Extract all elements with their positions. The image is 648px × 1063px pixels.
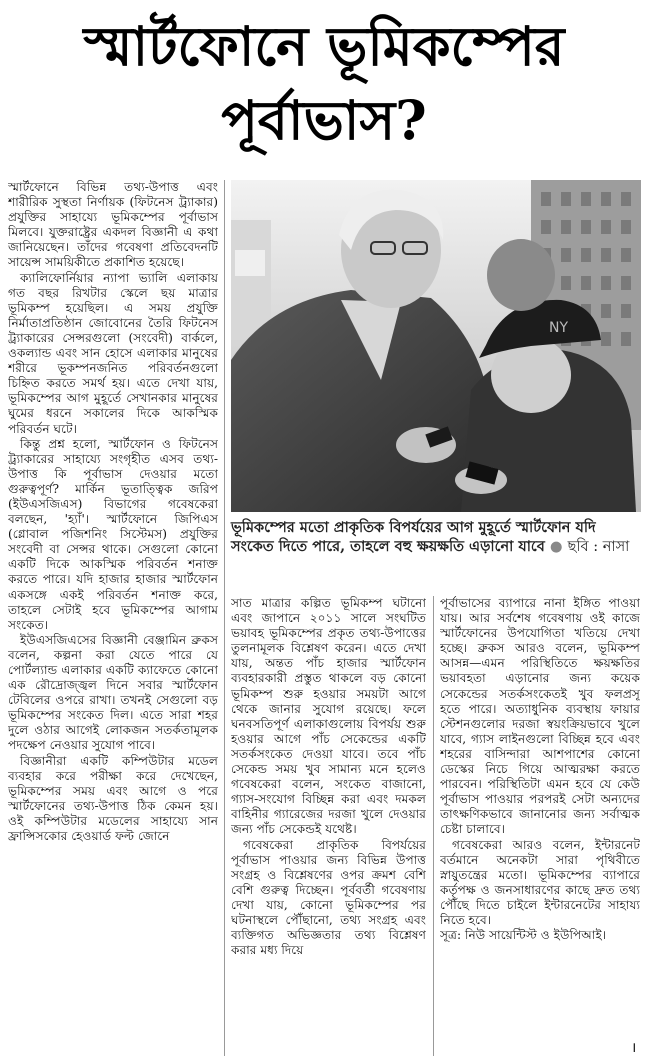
article-column-2 (231, 596, 426, 1056)
paragraph: ক্যালিফোর্নিয়ার ন্যাপা ভ্যালি এলাকায় গত বছর রিখটার স্কেলে ছয় মাত্রার ভূমিকম্প হয়েছিল। এ সময় প্রযুক্তি নির্মাতাপ্রতিষ্ঠান জোবোনের তৈরি ফিটনেস ট্র্যাকারের সেন্সরগুলো (সংবেদী) বার্কলে, ওকল্যান্ড এবং সান হোসে এলাকার মানুষের শরীরে ভূকম্পনজনিত পরিবর্তনগুলো চিহ্নিত করতে সমর্থ হয়। এতে দেখা যায়, ভূমিকম্পের আগ মুহূর্তে সেখানকার মানুষের ঘুমের ধরনে সকালের দিকে আকস্মিক পরিবর্তন ঘটে। (8, 270, 218, 436)
headline-line-1: স্মার্টফোনে ভূমিকম্পের (83, 14, 565, 78)
paragraph: কিন্তু প্রশ্ন হলো, স্মার্টফোন ও ফিটনেস ট্র্যাকারের সাহায্যে সংগৃহীত এসব তথ্য-উপাত্ত কি পূর্বাভাস দেওয়ার মতো গুরুত্বপূর্ণ? মার্কিন ভূতাত্ত্বিক জরিপ (ইউএসজিএস) বিভাগের গবেষকেরা বলছেন, 'হ্যাঁ'। স্মার্টফোনে জিপিএস (গ্লোবাল পজিশনিং সিস্টেমস) প্রযুক্তির সংবেদী বা সেন্সর থাকে। সেগুলো কোনো একটি দিকে আকস্মিক পরিবর্তন শনাক্ত করতে পারে। যদি হাজার হাজার স্মার্টফোন একসঙ্গে একই পরিবর্তন শনাক্ত করে, তাহলে সেটাই হবে ভূমিকম্পের আগাম সংকেত। (8, 436, 218, 632)
headline-line-2: পূর্বাভাস? (221, 88, 427, 152)
news-photo (231, 180, 641, 512)
paragraph: গবেষকেরা প্রাকৃতিক বিপর্যয়ের পূর্বাভাস পাওয়ার জন্য বিভিন্ন উপাত্ত সংগ্রহ ও বিশ্লেষণের ওপর ক্রমশ বেশি বেশি গুরুত্ব দিচ্ছেন। পূর্ববর্তী গবেষণায় দেখা যায়, কোনো ভূমিকম্পের পর ঘটনাস্থলে পৌঁছানো, তথ্য সংগ্রহ এবং ব্যক্তিগত অভিজ্ঞতার তথ্য বিশ্লেষণ করার মধ্য দিয়ে (231, 837, 426, 958)
column-divider (433, 596, 434, 1056)
headline (0, 10, 648, 158)
paragraph: স্মার্টফোনে বিভিন্ন তথ্য-উপাত্ত এবং শারীরিক সুস্থতা নির্ণায়ক (ফিটনেস ট্র্যাকার) প্রযুক্তির সাহায্যে ভূমিকম্পের পূর্বাভাস মিলবে। যুক্তরাষ্ট্রের একদল বিজ্ঞানী এ কথা জানিয়েছেন। তাঁদের গবেষণা প্রতিবেদনটি সায়েন্স সাময়িকীতে প্রকাশিত হয়েছে। (8, 180, 218, 270)
photo-illustration (231, 180, 641, 512)
paragraph: বিজ্ঞানীরা একটি কম্পিউটার মডেল ব্যবহার করে পরীক্ষা করে দেখেছেন, ভূমিকম্পের সময় এবং আগে ও পরে স্মার্টফোনের তথ্য-উপাত্ত ঠিক কেমন হয়। ওই কম্পিউটার মডেলের সাহায্যে সান ফ্রান্সিসকোর হেওয়ার্ড ফল্ট জোনে (8, 753, 218, 844)
bullet-icon: ● (549, 538, 563, 555)
source-line: সূত্র: নিউ সায়েন্টিস্ট ও ইউপিআই। (440, 928, 607, 943)
paragraph: পূর্বাভাসের ব্যাপারে নানা ইঙ্গিত পাওয়া যায়। আর সর্বশেষ গবেষণায় ওই কাজে স্মার্টফোনের উপযোগিতা খতিয়ে দেখা হচ্ছে। ব্রুকস আরও বলেন, ভূমিকম্প আসন্ন—এমন পরিস্থিতিতে ক্ষয়ক্ষতির ভয়াবহতা এড়ানোর জন্য কয়েক সেকেন্ডের সতর্কসংকেতই খুব ফলপ্রসূ হতে পারে। অত্যাধুনিক ব্যবস্থায় ফায়ার স্টেশনগুলোর দরজা স্বয়ংক্রিয়ভাবে খুলে যাবে, গ্যাস লাইনগুলো বিচ্ছিন্ন হবে এবং শহরের বাসিন্দারা আশপাশের কোনো ডেস্কের নিচে গিয়ে আত্মরক্ষা করতে পারবেন। পরিস্থিতিটা এমন হবে যে কেউ পূর্বাভাস পাওয়ার পরপরই সেটা অন্যদের তাৎক্ষণিকভাবে জানানোর জন্য সর্বাত্মক চেষ্টা চালাবে। (440, 596, 640, 837)
column-divider (224, 180, 225, 1056)
article-column-3 (440, 596, 640, 1036)
end-mark: । (631, 1040, 637, 1056)
paragraph: ইউএসজিএসের বিজ্ঞানী বেঞ্জামিন ব্রুকস বলেন, কল্পনা করা যেতে পারে যে পোর্টল্যান্ড এলাকার একটি ক্যাফেতে কোনো এক রৌদ্রোজ্জ্বল দিনে সবার স্মার্টফোন টেবিলের ওপরে রাখা। তখনই সেগুলো বড় ভূমিকম্পের সংকেত দিল। এতে সারা শহর দুলে ওঠার আগেই লোকজন সতর্কতামূলক পদক্ষেপ নেওয়ার সুযোগ পাবে। (8, 632, 218, 753)
paragraph: গবেষকেরা আরও বলেন, ইন্টারনেট বর্তমানে অনেকটা সারা পৃথিবীতে স্নায়ুতন্ত্রের মতো। ভূমিকম্পের ব্যাপারে কর্তৃপক্ষ ও জনসাধারণের কাছে দ্রুত তথ্য পৌঁছে দিতে চাইলে ইন্টারনেটের সাহায্য নিতে হবে। (440, 837, 640, 927)
article-column-1 (8, 180, 218, 1056)
paragraph: সাত মাত্রার কল্পিত ভূমিকম্প ঘটানো এবং জাপানে ২০১১ সালে সংঘটিত ভয়াবহ ভূমিকম্পের প্রকৃত তথ্য-উপাত্তের তুলনামূলক বিশ্লেষণ করেন। এতে দেখা যায়, অন্তত পাঁচ হাজার স্মার্টফোন ব্যবহারকারী প্রস্তুত থাকলে বড় কোনো ভূমিকম্প শুরু হওয়ার সময়টা আগে থেকে জানার সুযোগ রয়েছে। ফলে ঘনবসতিপূর্ণ এলাকাগুলোয় বিপর্যয় শুরু হওয়ার আগে পাঁচ সেকেন্ডের একটি সতর্কসংকেত দেওয়া যাবে। তবে পাঁচ সেকেন্ড সময় খুব সামান্য মনে হলেও গবেষকেরা বলেন, সংকেত বাজানো, গ্যাস-সংযোগ বিচ্ছিন্ন করা এবং দমকল বাহিনীর গ্যারেজের দরজা খুলে দেওয়ার জন্য পাঁচ সেকেন্ডই যথেষ্ট। (231, 596, 426, 837)
svg-text:NY: NY (549, 320, 569, 336)
caption-text: ভূমিকম্পের মতো প্রাকৃতিক বিপর্যয়ের আগ মুহূর্তে স্মার্টফোন যদি সংকেত দিতে পারে, তাহলে বহু ক্ষয়ক্ষতি এড়ানো যাবে (231, 519, 596, 555)
photo-caption (231, 518, 641, 557)
photo-credit: ছবি : নাসা (567, 539, 630, 555)
